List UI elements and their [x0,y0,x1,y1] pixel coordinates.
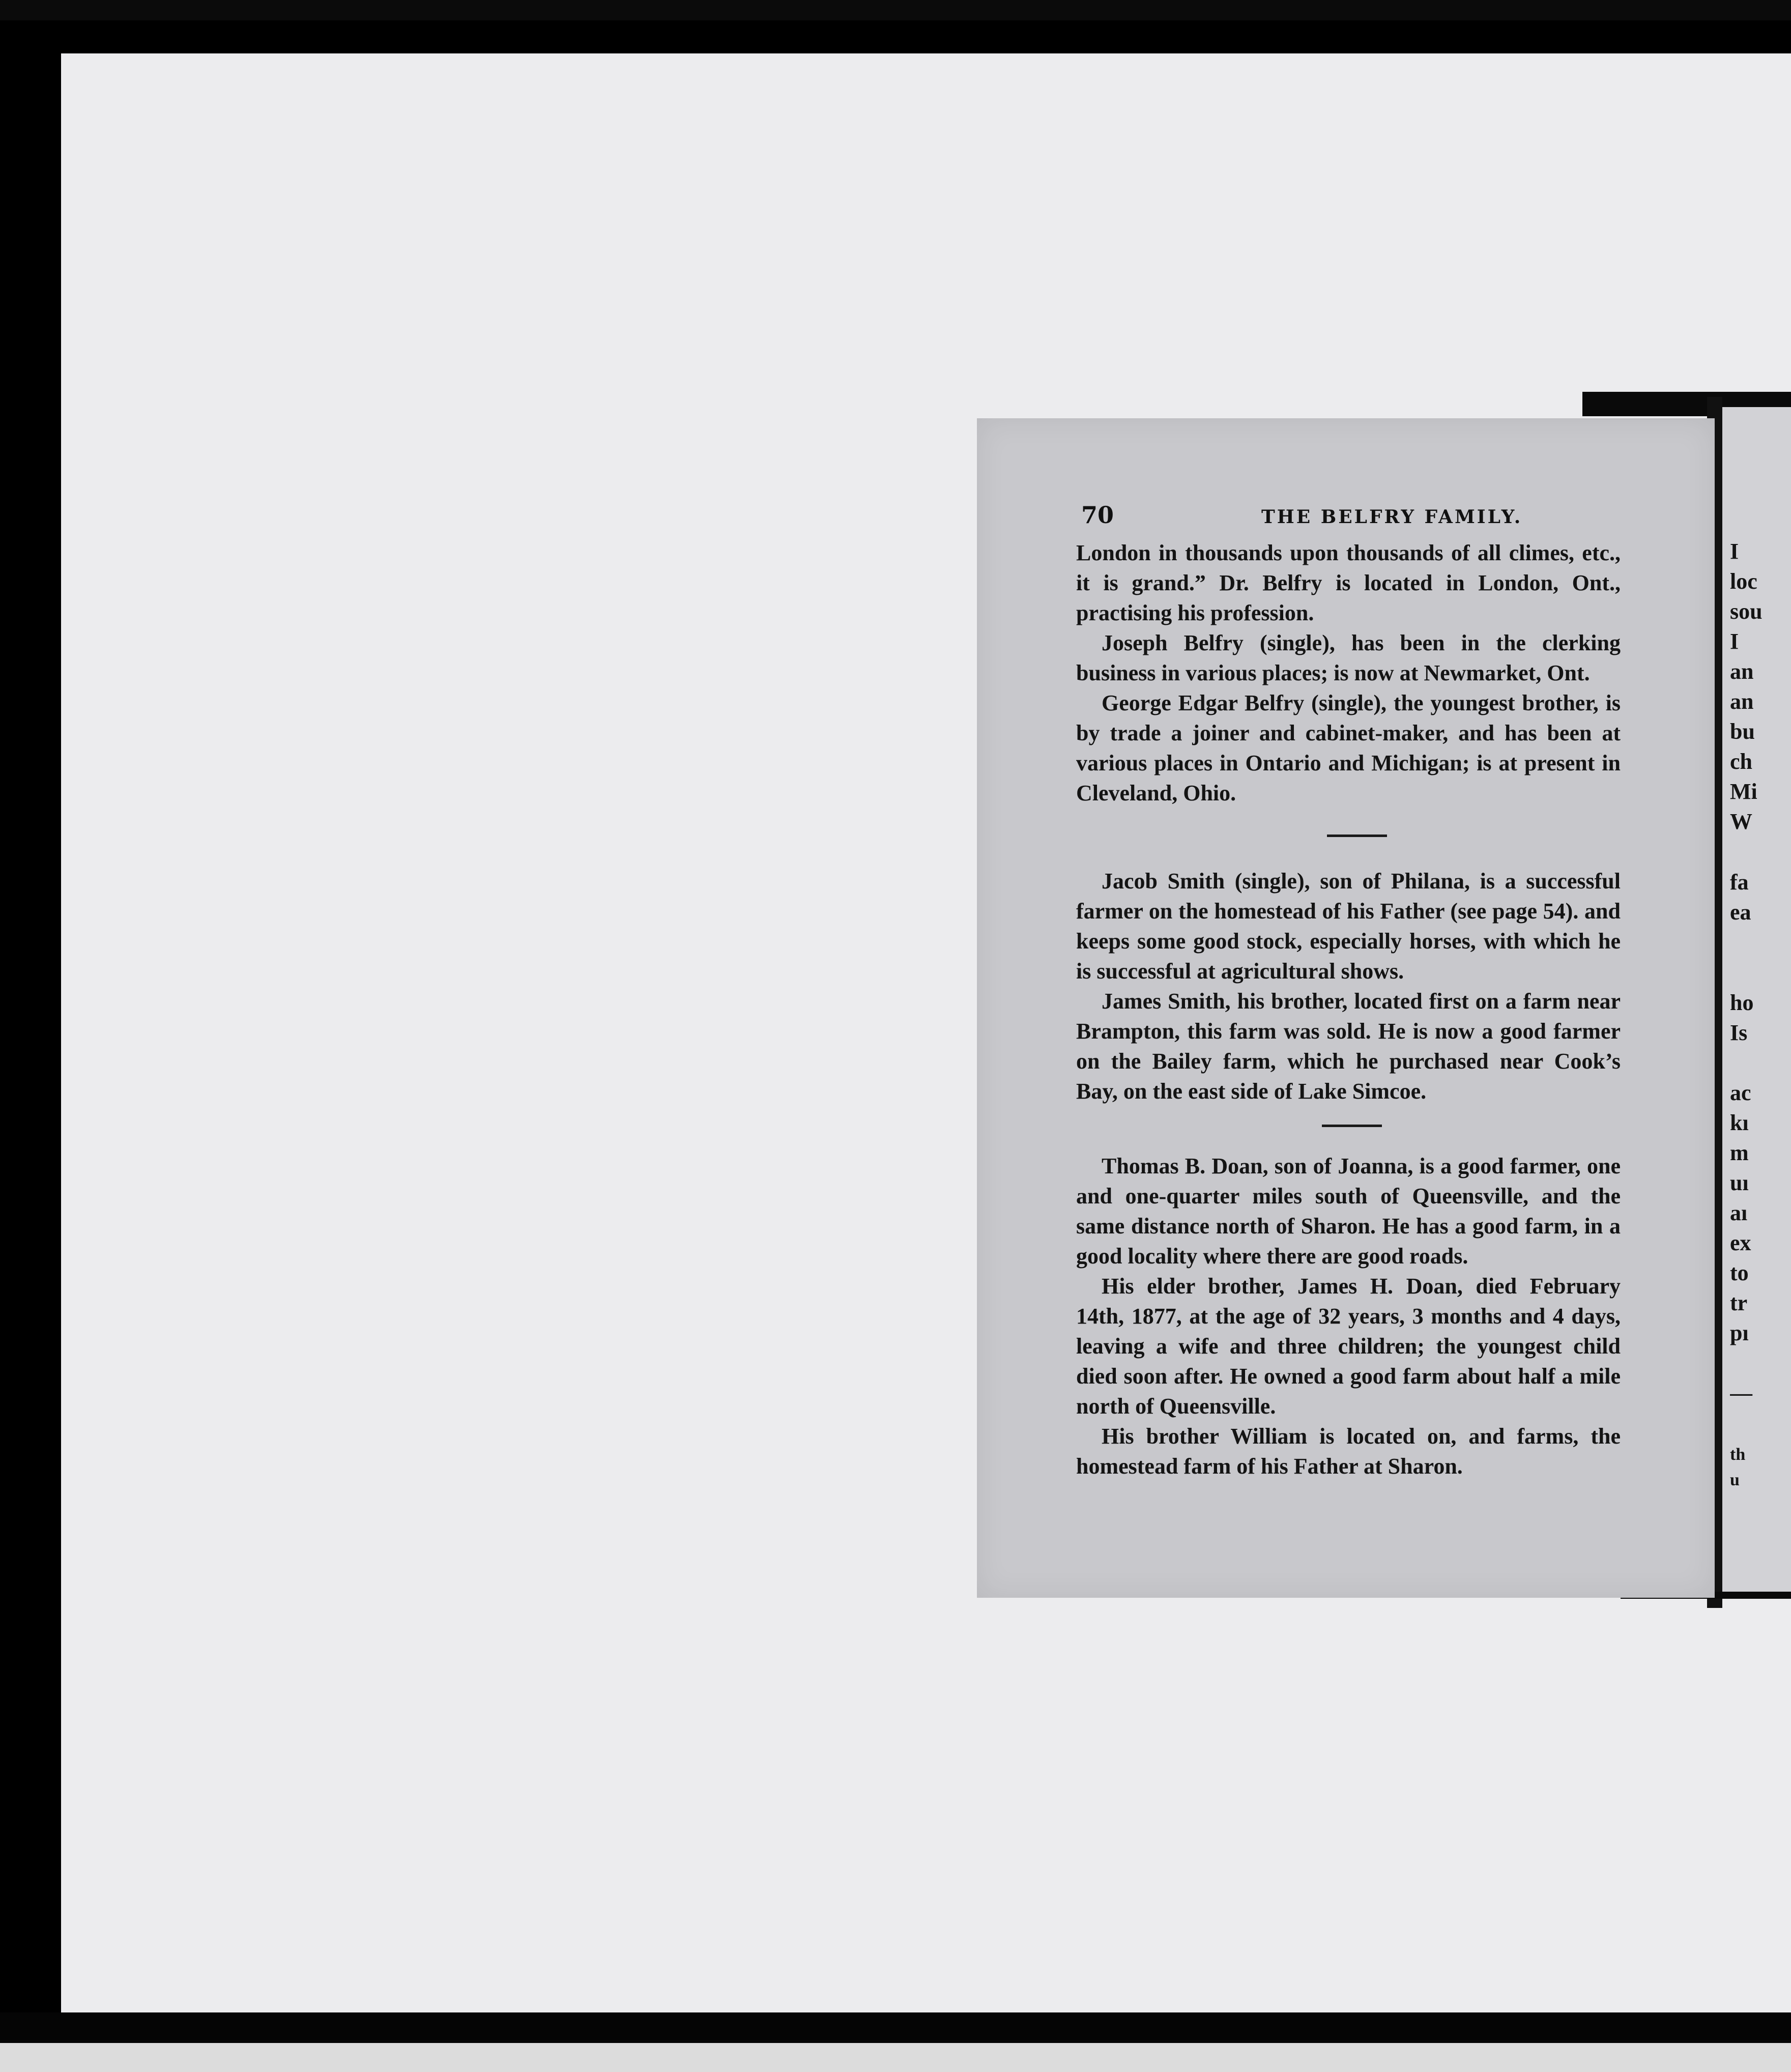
paragraph: Joseph Belfry (single), has been in the clerking business in various places; is now at Newmarket, Ont. [1076,630,1621,685]
film-frame-bottom [0,2012,1791,2043]
facing-page-text: u [1730,1471,1740,1489]
facing-page-text: pı [1730,1320,1749,1345]
section-smith [1076,866,1621,1106]
facing-page-text: Mi [1730,779,1757,804]
facing-page-text: I [1730,539,1739,564]
facing-page-text: loc [1730,569,1757,594]
page-number: 70 [1081,501,1114,529]
facing-page-text: to [1730,1260,1749,1285]
facing-page-text: m [1730,1140,1749,1165]
facing-page-text: an [1730,689,1754,714]
section-divider [1327,834,1387,837]
facing-page-text: ex [1730,1230,1751,1255]
film-frame-top [0,0,1791,20]
book-page [977,418,1715,1598]
section-doan [1076,1151,1621,1481]
paragraph: George Edgar Belfry (single), the youngest brother, is by trade a joiner and cabinet-maker, and has been at various places in Ontario and Michigan; is at present in Cleveland, Ohio. [1076,690,1621,805]
page-header [1081,501,1615,532]
paragraph: London in thousands upon thousands of all climes, etc., it is grand.” Dr. Belfry is located in London, Ont., practising his profession. [1076,540,1621,625]
paragraph: His elder brother, James H. Doan, died February 14th, 1877, at the age of 32 years, 3 months and 4 days, leaving a wife and three children; the youngest child died soon after. He owned a good farm about half a mile north of Queensville. [1076,1274,1621,1419]
paragraph: Jacob Smith (single), son of Philana, is a successful farmer on the homestead of his Father (see page 54). and keeps some good stock, especially horses, with which he is successful at agricultural shows. [1076,869,1621,984]
facing-page-text: kı [1730,1110,1749,1135]
facing-page-text: an [1730,659,1754,684]
facing-page-text: ac [1730,1080,1751,1105]
facing-page-text: sou [1730,599,1763,624]
facing-page-text: W [1730,809,1752,834]
facing-page-text: Is [1730,1020,1748,1045]
facing-page-text: I [1730,629,1739,654]
facing-page-text: ea [1730,900,1751,925]
facing-page-text: bu [1730,719,1755,744]
facing-page-text: uı [1730,1170,1749,1195]
facing-page-text: aı [1730,1200,1748,1225]
paragraph: James Smith, his brother, located first on a farm near Brampton, this farm was sold. He is now a good farmer on the Bailey farm, which he purchased near Cook’s Bay, on the east side of Lake Simcoe. [1076,989,1621,1104]
running-head: THE BELFRY FAMILY. [1261,506,1523,528]
facing-page-text: ho [1730,990,1754,1015]
facing-page-text: fa [1730,870,1749,895]
facing-page-text: tr [1730,1290,1748,1315]
section-belfry [1076,538,1621,808]
film-margin-bottom [0,2043,1791,2072]
paragraph: Thomas B. Doan, son of Joanna, is a good farmer, one and one-quarter miles south of Queensville, and the same distance north of Sharon. He has a good farm, in a good locality where there are good roads. [1076,1154,1621,1269]
section-divider [1322,1125,1382,1127]
facing-page-text: th [1730,1445,1746,1464]
facing-page-text: ch [1730,749,1752,774]
paragraph: His brother William is located on, and farms, the homestead farm of his Father at Sharon. [1076,1424,1621,1479]
facing-page-text: — [1730,1380,1752,1405]
